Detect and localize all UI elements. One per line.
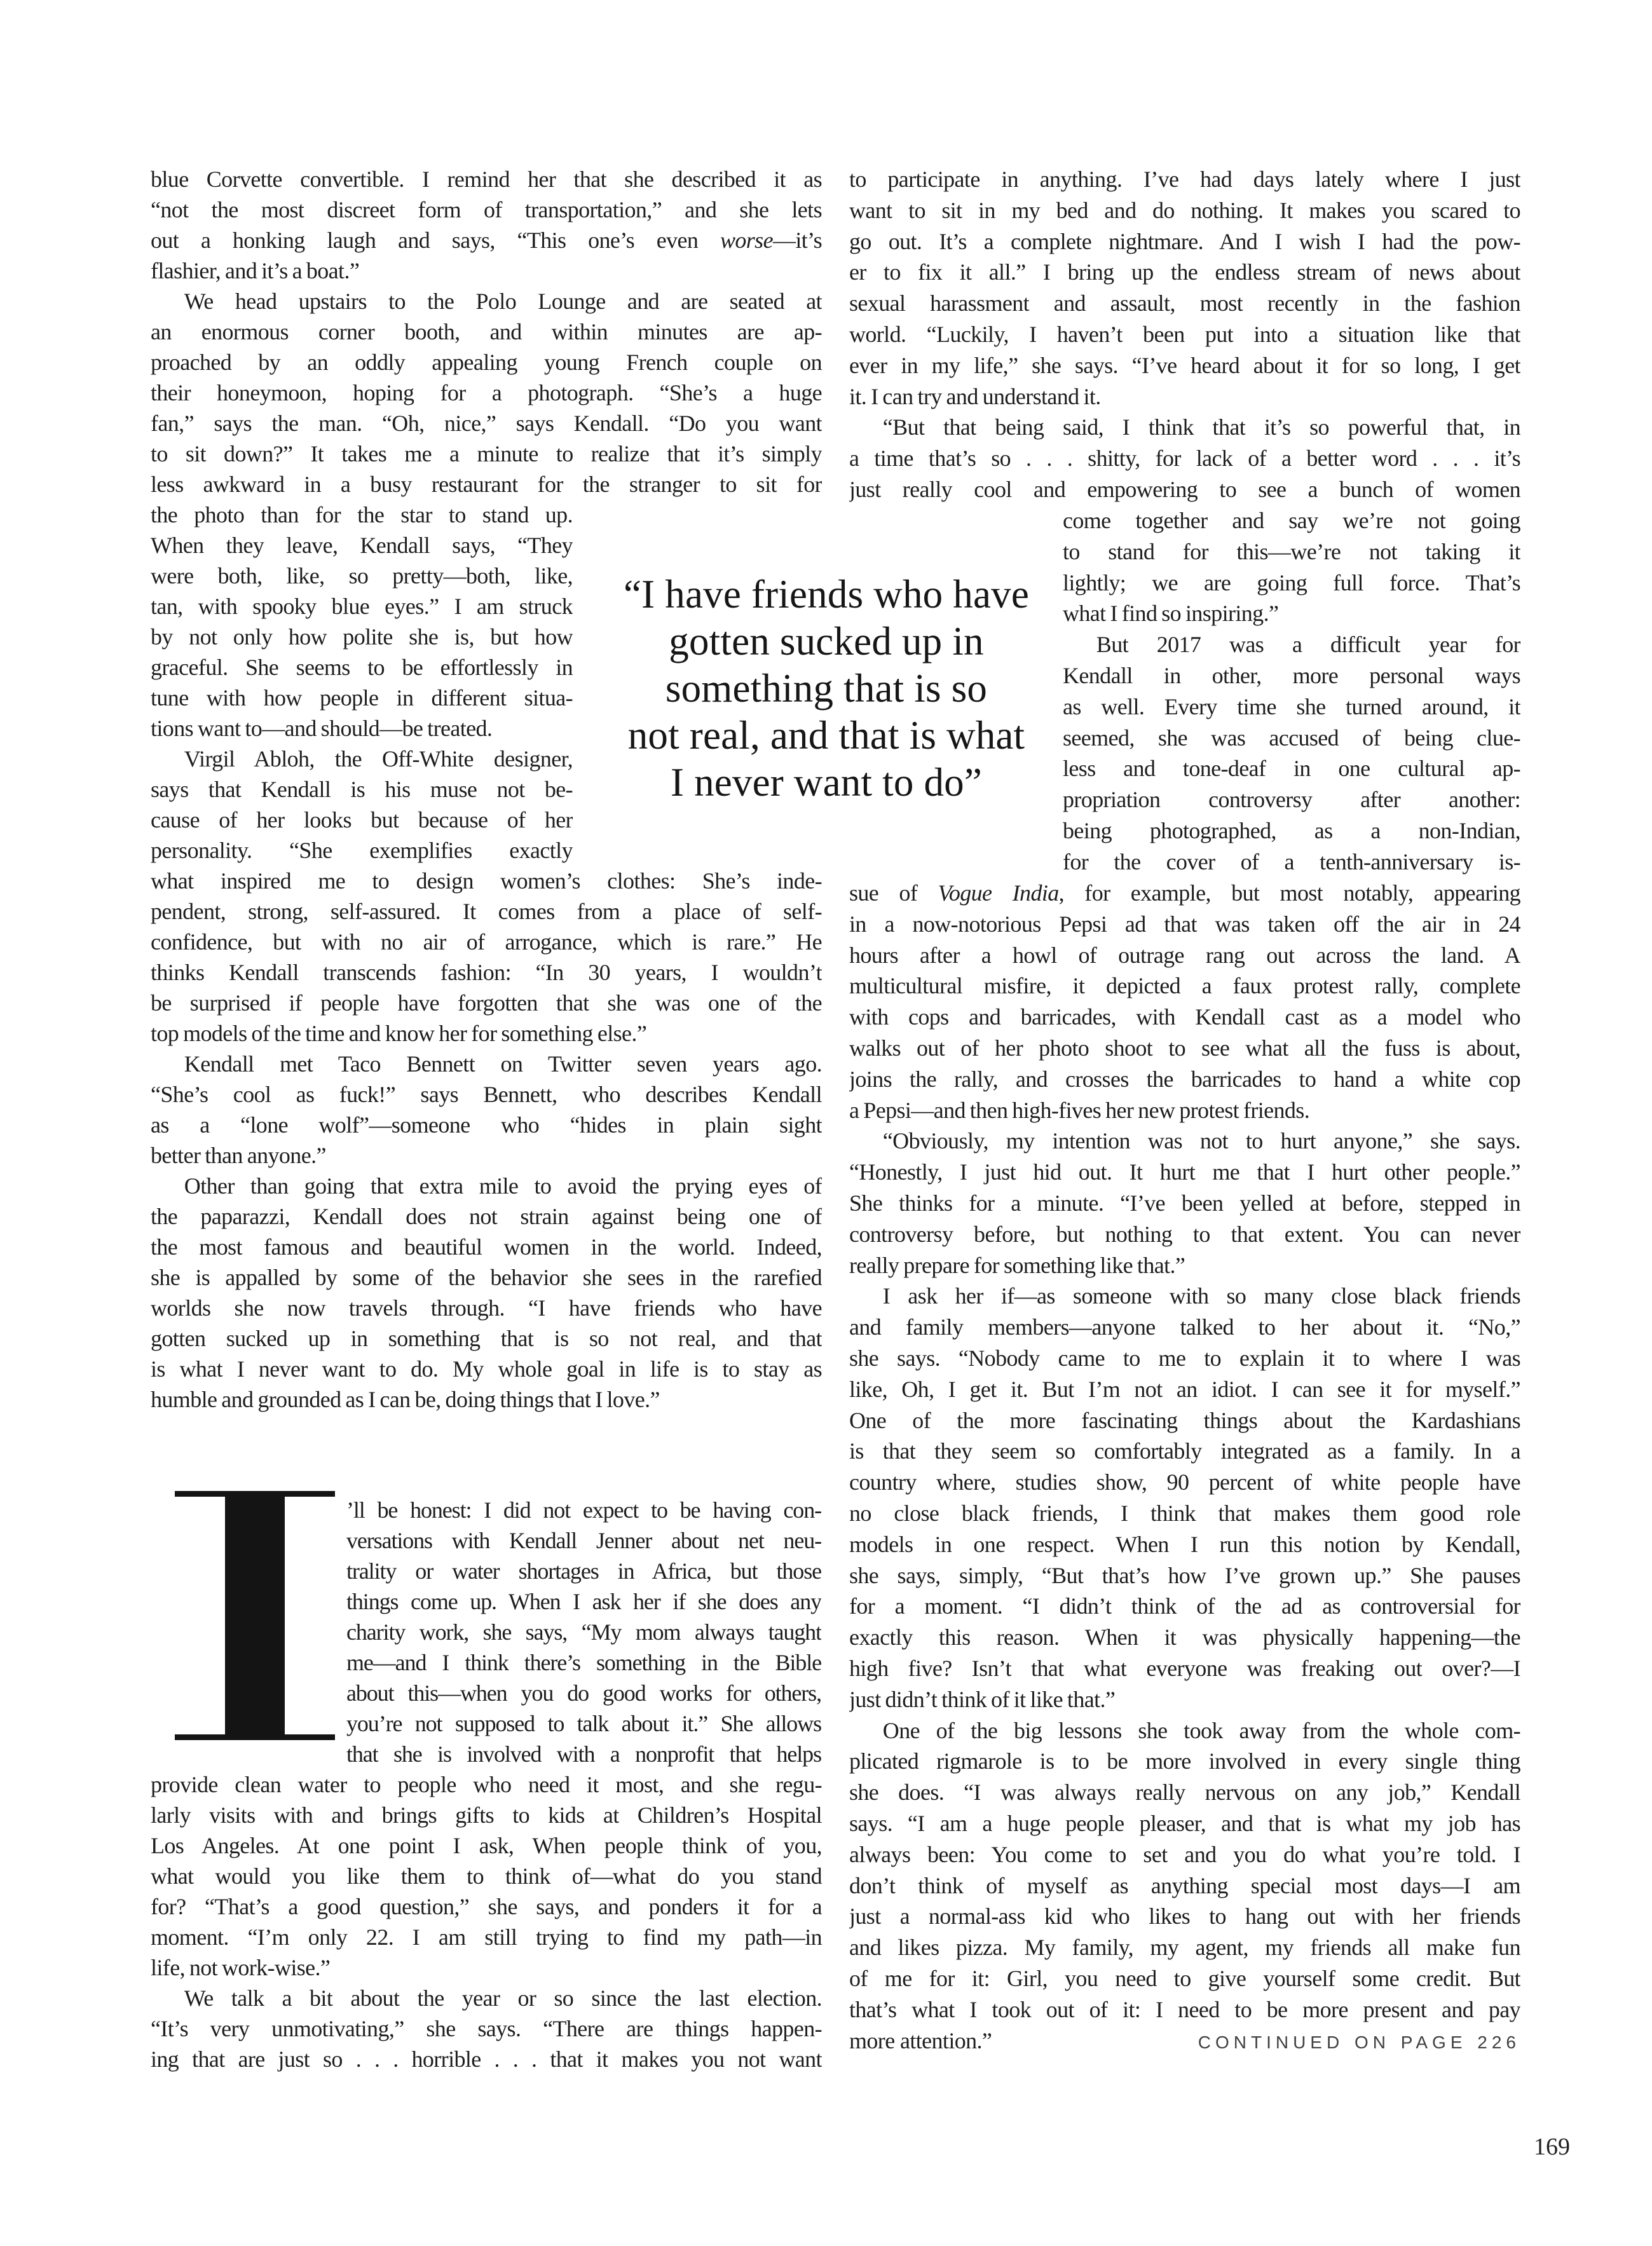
text-line: “But that being said, I think that it’s so powerful that, in (849, 414, 1520, 440)
dropcap-letter-i (175, 1491, 335, 1740)
text-line: something that is so (665, 666, 988, 711)
page-number: 169 (1534, 2134, 1570, 2160)
text-line: Los Angeles. At one point I ask, When people think of you, (151, 1833, 822, 1858)
text-line: “Obviously, my intention was not to hurt anyone,” she says. (849, 1128, 1520, 1154)
right-column-wide-top-segment (849, 164, 1520, 505)
text-line: gotten sucked up in (669, 619, 984, 664)
text-line: what inspired me to design women’s clothes: She’s inde- (151, 868, 822, 894)
text-line: But 2017 was a difficult year for (1063, 632, 1520, 658)
left-column-wide-bottom-segment (151, 1769, 822, 2074)
text-line: really prepare for something like that.” (849, 1252, 1185, 1278)
text-line: We talk a bit about the year or so since the last election. (151, 1985, 822, 2011)
pull-quote (585, 571, 1068, 806)
text-line: I ask her if—as someone with so many close black friends (849, 1283, 1520, 1309)
text-line: larly visits with and brings gifts to kids at Children’s Hospital (151, 1802, 822, 1828)
text-line: says that Kendall is his muse not be- (151, 777, 573, 802)
continued-on-page-label: CONTINUED ON PAGE 226 (1198, 2032, 1520, 2052)
text-line: “She’s cool as fuck!” says Bennett, who describes Kendall (151, 1082, 822, 1107)
text-line: less awkward in a busy restaurant for the stranger to sit for (151, 472, 822, 497)
text-line: better than anyone.” (151, 1143, 326, 1168)
text-line: She thinks for a minute. “I’ve been yelled at before, stepped in (849, 1190, 1520, 1216)
text-line: ’ll be honest: I did not expect to be having con- (346, 1497, 821, 1523)
left-column-wide-middle-segment (151, 866, 822, 1415)
text-line: just really cool and empowering to see a bunch of women (849, 476, 1520, 502)
dropcap-stem (225, 1494, 285, 1737)
text-line: not real, and that is what (627, 713, 1025, 758)
right-column-wide-bottom-segment (849, 878, 1520, 2025)
text-line: says. “I am a huge people pleaser, and that is what my job has (849, 1810, 1520, 1836)
text-line: humble and grounded as I can be, doing things that I love.” (151, 1387, 660, 1412)
text-line: just didn’t think of it like that.” (849, 1686, 1116, 1712)
text-line: and family members—anyone talked to her about it. “No,” (849, 1314, 1520, 1340)
text-line: sexual harassment and assault, most recently in the fashion (849, 290, 1520, 316)
text-line: “Honestly, I just hid out. It hurt me that I hurt other people.” (849, 1159, 1520, 1185)
text-line: as well. Every time she turned around, it (1063, 693, 1520, 719)
text-line: tions want to—and should—be treated. (151, 716, 493, 741)
text-line: she says, simply, “But that’s how I’ve grown up.” She pauses (849, 1562, 1520, 1588)
text-line: provide clean water to people who need it most, and she regu- (151, 1772, 822, 1797)
text-line: versations with Kendall Jenner about net neu- (346, 1528, 821, 1553)
text-line: in a now-notorious Pepsi ad that was taken off the air in 24 (849, 911, 1520, 937)
text-line: of me for it: Girl, you need to give yourself some credit. But (849, 1965, 1520, 1991)
text-line: sue of Vogue India, for example, but most notably, appearing (849, 880, 1520, 906)
text-line: were both, like, so pretty—both, like, (151, 563, 573, 589)
text-line: as a “lone wolf”—someone who “hides in plain sight (151, 1112, 822, 1138)
text-line: and likes pizza. My family, my agent, my friends all make fun (849, 1935, 1520, 1961)
text-line: tune with how people in different situa- (151, 685, 573, 711)
text-line: gotten sucked up in something that is so not real, and that (151, 1326, 822, 1351)
text-line: One of the more fascinating things about the Kardashians (849, 1407, 1520, 1433)
text-line: their honeymoon, hoping for a photograph. “She’s a huge (151, 380, 822, 405)
text-line: thinks Kendall transcends fashion: “In 30 years, I wouldn’t (151, 960, 822, 985)
text-line: that’s what I took out of it: I need to be more present and pay (849, 1996, 1520, 2022)
text-line: proached by an oddly appealing young French couple on (151, 350, 822, 375)
text-line: flashier, and it’s a boat.” (151, 258, 360, 283)
text-line: pendent, strong, self-assured. It comes from a place of self- (151, 899, 822, 924)
text-line: she does. “I was always really nervous on any job,” Kendall (849, 1780, 1520, 1806)
text-line: life, not work-wise.” (151, 1955, 331, 1980)
text-line: models in one respect. When I run this notion by Kendall, (849, 1531, 1520, 1557)
text-line: I never want to do” (670, 760, 983, 805)
text-line: come together and say we’re not going (1063, 508, 1520, 533)
text-line: charity work, she says, “My mom always taught (346, 1619, 821, 1645)
text-line: always been: You come to set and you do what you’re told. I (849, 1841, 1520, 1867)
article-last-line (849, 2025, 1520, 2057)
text-line: the paparazzi, Kendall does not strain against being one of (151, 1204, 822, 1229)
text-line: an enormous corner booth, and within minutes are ap- (151, 319, 822, 344)
text-line: seemed, she was accused of being clue- (1063, 725, 1520, 751)
right-column-narrow-segment (1063, 505, 1520, 878)
text-line: One of the big lessons she took away from the whole com- (849, 1717, 1520, 1743)
text-line: graceful. She seems to be effortlessly in (151, 655, 573, 680)
text-line: worlds she now travels through. “I have friends who have (151, 1295, 822, 1321)
text-line: plicated rigmarole is to be more involved in every single thing (849, 1748, 1520, 1774)
text-line: blue Corvette convertible. I remind her that she described it as (151, 167, 822, 192)
text-line: confidence, but with no air of arrogance, which is rare.” He (151, 929, 822, 955)
last-line-text: more attention.” (849, 2028, 992, 2053)
left-column-wide-top-segment (151, 164, 822, 500)
text-line: controversy before, but nothing to that extent. You can never (849, 1221, 1520, 1247)
text-line: for a moment. “I didn’t think of the ad as controversial for (849, 1593, 1520, 1619)
text-line: about this—when you do good works for others, (346, 1680, 821, 1706)
text-line: to stand for this—we’re not taking it (1063, 538, 1520, 564)
text-line: is what I never want to do. My whole goal in life is to stay as (151, 1356, 822, 1382)
text-line: joins the rally, and crosses the barricades to hand a white cop (849, 1066, 1520, 1092)
text-line: less and tone-deaf in one cultural ap- (1063, 756, 1520, 782)
text-line: by not only how polite she is, but how (151, 624, 573, 650)
text-line: she says. “Nobody came to me to explain it to where I was (849, 1345, 1520, 1371)
text-line: moment. “I’m only 22. I am still trying to find my path—in (151, 1924, 822, 1950)
text-line: top models of the time and know her for something else.” (151, 1021, 647, 1046)
text-line: she is appalled by some of the behavior she sees in the rarefied (151, 1265, 822, 1290)
text-line: world. “Luckily, I haven’t been put into a situation like that (849, 321, 1520, 347)
text-line: Kendall met Taco Bennett on Twitter seven years ago. (151, 1051, 822, 1077)
text-line: like, Oh, I get it. But I’m not an idiot. I can see it for myself.” (849, 1376, 1520, 1402)
text-line: it. I can try and understand it. (849, 383, 1101, 409)
text-line: walks out of her photo shoot to see what all the fuss is about, (849, 1035, 1520, 1061)
text-line: go out. It’s a complete nightmare. And I wish I had the pow- (849, 228, 1520, 254)
left-column-narrow-segment (151, 500, 573, 866)
text-line: you’re not supposed to talk about it.” She allows (346, 1711, 821, 1736)
text-line: for the cover of a tenth-anniversary is- (1063, 848, 1520, 875)
text-line: hours after a howl of outrage rang out across the land. A (849, 942, 1520, 968)
text-line: being photographed, as a non-Indian, (1063, 817, 1520, 843)
text-line: fan,” says the man. “Oh, nice,” says Kendall. “Do you want (151, 411, 822, 436)
text-line: me—and I think there’s something in the Bible (346, 1650, 821, 1675)
text-line: be surprised if people have forgotten that she was one of the (151, 990, 822, 1016)
text-line: lightly; we are going full force. That’s (1063, 569, 1520, 596)
text-line: personality. “She exemplifies exactly (151, 838, 573, 863)
text-line: what I find so inspiring.” (1063, 601, 1279, 627)
text-line: ever in my life,” she says. “I’ve heard about it for so long, I get (849, 352, 1520, 378)
text-line: is that they seem so comfortably integrated as a family. In a (849, 1438, 1520, 1464)
text-line: to participate in anything. I’ve had days lately where I just (849, 167, 1520, 192)
text-line: Other than going that extra mile to avoid the prying eyes of (151, 1173, 822, 1199)
text-line: ing that are just so . . . horrible . . . that it makes you not want (151, 2046, 822, 2072)
text-line: just a normal-ass kid who likes to hang out with her friends (849, 1903, 1520, 1930)
text-line: er to fix it all.” I bring up the endless stream of news about (849, 259, 1520, 285)
text-line: with cops and barricades, with Kendall cast as a model who (849, 1004, 1520, 1030)
text-line: “I have friends who have (623, 572, 1030, 616)
text-line: to sit down?” It takes me a minute to realize that it’s simply (151, 441, 822, 466)
text-line: the most famous and beautiful women in the world. Indeed, (151, 1234, 822, 1260)
text-line: “not the most discreet form of transportation,” and she lets (151, 197, 822, 222)
text-line: Virgil Abloh, the Off-White designer, (151, 746, 573, 772)
text-line: tan, with spooky blue eyes.” I am struck (151, 594, 573, 619)
text-line: for? “That’s a good question,” she says, and ponders it for a (151, 1894, 822, 1919)
text-line: country where, studies show, 90 percent of white people have (849, 1469, 1520, 1495)
text-line: multicultural misfire, it depicted a faux protest rally, complete (849, 973, 1520, 999)
text-line: the photo than for the star to stand up. (151, 502, 573, 527)
text-line: high five? Isn’t that what everyone was freaking out over?—I (849, 1655, 1520, 1681)
text-line: things come up. When I ask her if she does any (346, 1589, 821, 1614)
text-line: trality or water shortages in Africa, but those (346, 1558, 821, 1584)
text-line: no close black friends, I think that makes them good role (849, 1500, 1520, 1526)
text-line: a Pepsi—and then high-fives her new protest friends. (849, 1097, 1310, 1123)
text-line: what would you like them to think of—what do you stand (151, 1863, 822, 1889)
text-line: a time that’s so . . . shitty, for lack of a better word . . . it’s (849, 446, 1520, 472)
text-line: exactly this reason. When it was physically happening—the (849, 1624, 1520, 1650)
text-line: “It’s very unmotivating,” she says. “There are things happen- (151, 2016, 822, 2041)
text-line: cause of her looks but because of her (151, 807, 573, 833)
text-line: that she is involved with a nonprofit that helps (346, 1741, 821, 1767)
text-line: We head upstairs to the Polo Lounge and are seated at (151, 289, 822, 314)
text-line: don’t think of myself as anything special most days—I am (849, 1872, 1520, 1898)
text-line: out a honking laugh and says, “This one’s even worse—it’s (151, 228, 822, 253)
left-column-dropcap-segment (346, 1495, 821, 1769)
dropcap-bottom-serif (175, 1734, 335, 1740)
text-line: propriation controversy after another: (1063, 787, 1520, 813)
text-line: Kendall in other, more personal ways (1063, 662, 1520, 688)
text-line: want to sit in my bed and do nothing. It makes you scared to (849, 197, 1520, 223)
text-line: When they leave, Kendall says, “They (151, 533, 573, 558)
